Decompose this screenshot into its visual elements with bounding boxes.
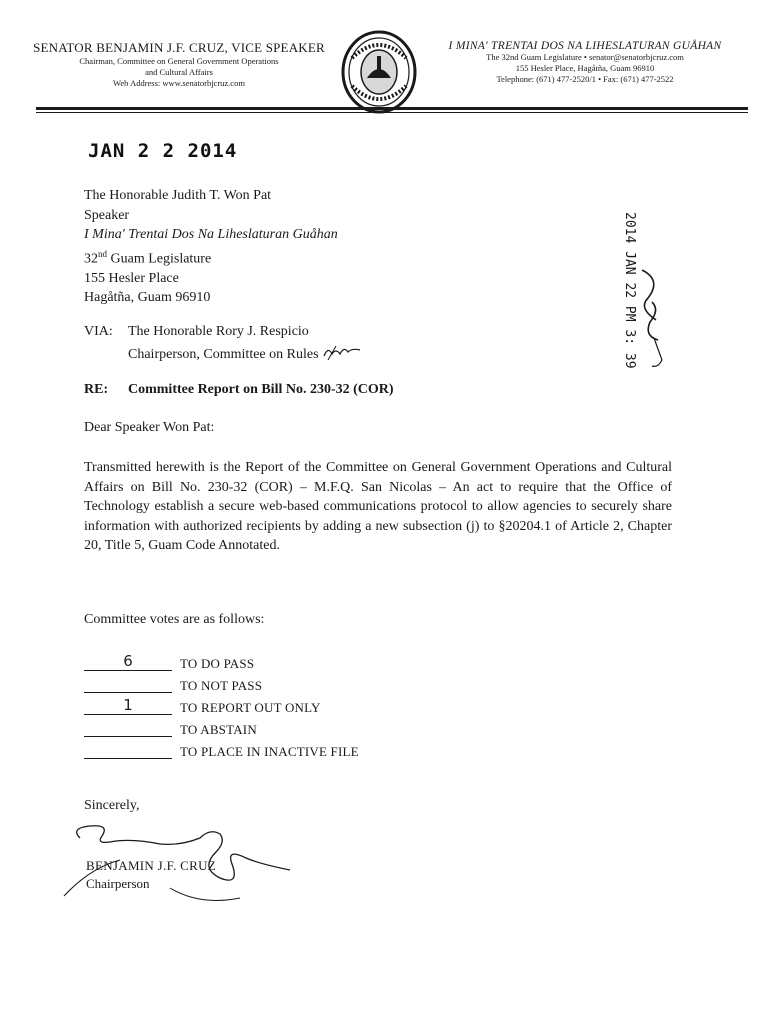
closing: Sincerely, — [84, 798, 140, 813]
recipient-legislature: 32nd Guam Legislature — [84, 248, 212, 267]
legislature-seal-icon — [340, 30, 418, 114]
vote-label: TO REPORT OUT ONLY — [180, 700, 321, 715]
recipient-title: Speaker — [84, 207, 130, 223]
vote-count: 6 — [84, 654, 172, 671]
signer-name: BENJAMIN J.F. CRUZ — [86, 858, 217, 873]
senator-name: SENATOR BENJAMIN J.F. CRUZ, VICE SPEAKER — [33, 40, 325, 55]
recipient-name: The Honorable Judith T. Won Pat — [84, 188, 272, 203]
salutation: Dear Speaker Won Pat: — [84, 420, 215, 435]
via-name: The Honorable Rory J. Respicio — [128, 324, 309, 339]
senator-web-address: Web Address: www.senatorbjcruz.com — [113, 78, 245, 88]
vote-count: 1 — [84, 698, 172, 715]
vote-label: TO NOT PASS — [180, 678, 263, 693]
vote-count — [84, 720, 172, 737]
letterhead-left — [14, 40, 344, 89]
re-subject: Committee Report on Bill No. 230-32 (COR) — [128, 382, 394, 397]
recipient-address — [84, 186, 338, 308]
date-stamp: JAN 2 2 2014 — [88, 140, 238, 162]
votes-intro: Committee votes are as follows: — [84, 612, 265, 627]
letter-body: Transmitted herewith is the Report of the Committee on General Government Operations and Cultural Affairs on Bill No. 230-32 (COR) – M.F.Q. San Nicolas – An act to require that the Office of Technology establish a secure web-based communications protocol to allow agencies to securely share information with authorized recipients by adding a new subsection (j) to §20204.1 of Article 2, Chapter 20, Title 5, Guam Code Annotated. — [84, 460, 672, 553]
letterhead-divider-thin — [36, 112, 748, 113]
letterhead — [0, 0, 770, 118]
letterhead-right — [420, 40, 750, 85]
vote-label: TO ABSTAIN — [180, 722, 257, 737]
letterhead-divider — [36, 107, 748, 110]
received-initials-icon — [642, 270, 658, 340]
vote-label: TO PLACE IN INACTIVE FILE — [180, 744, 359, 759]
recipient-city: Hagåtña, Guam 96910 — [84, 290, 211, 306]
legislature-address: 155 Hesler Place, Hagåtña, Guam 96910 — [515, 63, 655, 73]
via-initials-icon — [322, 342, 362, 360]
via-label: VIA: — [84, 324, 113, 339]
vote-label: TO DO PASS — [180, 656, 255, 671]
via-title: Chairperson, Committee on Rules — [128, 347, 319, 362]
re-line — [84, 382, 394, 398]
recipient-legislature-native: I Mina' Trentai Dos Na Liheslaturan Guåhan — [84, 227, 338, 242]
vote-count — [84, 676, 172, 693]
vote-count — [84, 742, 172, 759]
senator-committee: Chairman, Committee on General Government Operations — [79, 56, 279, 66]
recipient-street: 155 Hesler Place — [84, 270, 179, 286]
via-block — [84, 322, 362, 365]
signer-title: Chairperson — [86, 876, 150, 891]
legislature-name: I MINA' TRENTAI DOS NA LIHESLATURAN GUÅHAN — [448, 40, 722, 52]
legislature-phone: Telephone: (671) 477-2520/1 • Fax: (671) 477-2522 — [496, 74, 674, 84]
received-stamp-text: 2014 JAN 22 PM 3: 39 — [622, 212, 637, 369]
senator-committee-cont: and Cultural Affairs — [145, 67, 213, 77]
legislature-contact: The 32nd Guam Legislature • senator@senatorbjcruz.com — [486, 52, 684, 62]
re-label: RE: — [84, 382, 109, 397]
received-stamp — [604, 210, 664, 370]
